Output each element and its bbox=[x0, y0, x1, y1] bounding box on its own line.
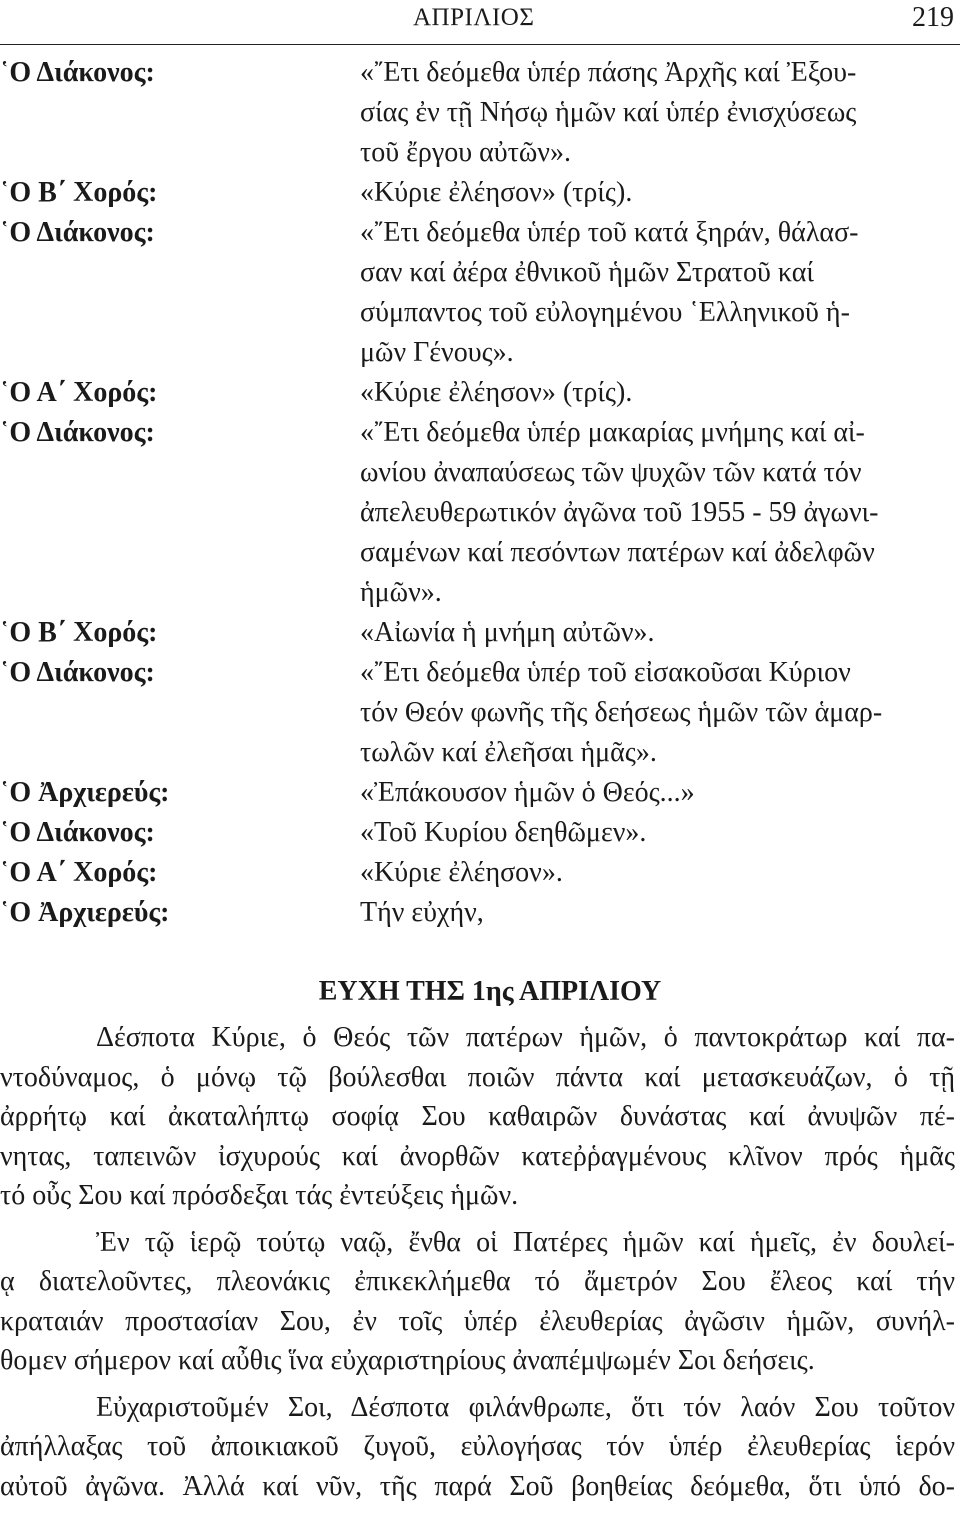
prayer-title: ΕΥΧΗ ΤΗΣ 1ης ΑΠΡΙΛΙΟΥ bbox=[318, 976, 662, 1007]
speaker-label: ῾Ο Β΄ Χορός: bbox=[0, 617, 158, 648]
text-line: «῎Ετι δεόμεθα ὑπέρ μακαρίας μνήμης καί αἰ- bbox=[360, 417, 865, 448]
liturgical-dialogue bbox=[0, 53, 960, 933]
dialogue-entry bbox=[0, 373, 960, 413]
text-line: «῎Ετι δεόμεθα ὑπέρ τοῦ εἰσακοῦσαι Κύριον bbox=[360, 657, 851, 688]
text-line: «Κύριε ἐλέησον». bbox=[360, 857, 563, 888]
text-line: «Ἐπάκουσον ἡμῶν ὁ Θεός...» bbox=[360, 777, 695, 808]
speaker-label: ῾Ο Ἀρχιερεύς: bbox=[0, 777, 170, 808]
page-number: 219 bbox=[912, 2, 954, 33]
dialogue-text bbox=[360, 853, 960, 893]
dialogue-text bbox=[360, 213, 960, 373]
dialogue-text bbox=[360, 893, 960, 933]
prayer-paragraph bbox=[0, 1388, 960, 1507]
dialogue-entry bbox=[0, 653, 960, 773]
dialogue-entry bbox=[0, 413, 960, 613]
dialogue-entry bbox=[0, 53, 960, 173]
text-line: τωλῶν καί ἐλεῆσαι ἡμᾶς». bbox=[360, 737, 657, 768]
dialogue-entry bbox=[0, 893, 960, 933]
text-line: σίας ἐν τῇ Νήσῳ ἡμῶν καί ὑπέρ ἐνισχύσεως bbox=[360, 97, 857, 128]
prayer-line: θομεν σήμερον καί αὖθις ἵνα εὐχαριστηρίους ἀναπέμψωμέν Σοι δεήσεις. bbox=[0, 1345, 815, 1376]
text-line: σαμένων καί πεσόντων πατέρων καί ἀδελφῶν bbox=[360, 537, 875, 568]
prayer-line: Ἐν τῷ ἱερῷ τούτῳ ναῷ, ἔνθα οἱ Πατέρες ἡμῶν καί ἡμεῖς, ἐν δουλεί- bbox=[96, 1226, 955, 1258]
speaker-label: ῾Ο Α΄ Χορός: bbox=[0, 377, 158, 408]
prayer-line: ἀρρήτῳ καί ἀκαταλήπτῳ σοφίᾳ Σου καθαιρῶν δυνάστας καί ἀνυψῶν πέ- bbox=[0, 1101, 955, 1132]
dialogue-text bbox=[360, 413, 960, 613]
dialogue-entry bbox=[0, 853, 960, 893]
text-line: «Τοῦ Κυρίου δεηθῶμεν». bbox=[360, 817, 647, 848]
speaker-label: ῾Ο Διάκονος: bbox=[0, 817, 155, 848]
dialogue-text bbox=[360, 773, 960, 813]
dialogue-text bbox=[360, 373, 960, 413]
prayer-paragraph bbox=[0, 1223, 960, 1381]
prayer-line: ἀπήλλαξας τοῦ ἀποικιακοῦ ζυγοῦ, εὐλογήσας τόν ὑπέρ ἐλευθερίας ἱερόν bbox=[0, 1431, 955, 1462]
text-line: τόν Θεόν φωνῆς τῆς δεήσεως ἡμῶν τῶν ἁμαρ- bbox=[360, 697, 883, 728]
text-line: ἡμῶν». bbox=[360, 577, 442, 608]
text-line: σύμπαντος τοῦ εὐλογημένου ῾Ελληνικοῦ ἡ- bbox=[360, 297, 850, 328]
speaker-label: ῾Ο Ἀρχιερεύς: bbox=[0, 897, 170, 928]
speaker-label: ῾Ο Α΄ Χορός: bbox=[0, 857, 158, 888]
prayer-line: αὐτοῦ ἀγῶνα. Ἀλλά καί νῦν, τῆς παρά Σοῦ βοηθείας δεόμεθα, ὅτι ὑπό δο- bbox=[0, 1470, 955, 1502]
text-line: «Κύριε ἐλέησον» (τρίς). bbox=[360, 177, 633, 208]
text-line: «῎Ετι δεόμεθα ὑπέρ τοῦ κατά ξηράν, θάλασ- bbox=[360, 217, 859, 248]
dialogue-entry bbox=[0, 773, 960, 813]
speaker-label: ῾Ο Διάκονος: bbox=[0, 417, 155, 448]
text-line: τοῦ ἔργου αὐτῶν». bbox=[360, 137, 571, 168]
dialogue-text bbox=[360, 653, 960, 773]
prayer-line: Εὐχαριστοῦμέν Σοι, Δέσποτα φιλάνθρωπε, ὅτι τόν λαόν Σου τοῦτον bbox=[96, 1391, 955, 1423]
speaker-label: ῾Ο Διάκονος: bbox=[0, 57, 155, 88]
running-head-month: ΑΠΡΙΛΙΟΣ bbox=[413, 4, 535, 31]
prayer-line: Δέσποτα Κύριε, ὁ Θεός τῶν πατέρων ἡμῶν, ὁ παντοκράτωρ καί πα- bbox=[96, 1022, 955, 1053]
text-line: «Αἰωνία ἡ μνήμη αὐτῶν». bbox=[360, 617, 655, 648]
prayer-line: ᾳ διατελοῦντες, πλεονάκις ἐπικεκλήμεθα τό ἄμετρόν Σου ἔλεος καί τήν bbox=[0, 1266, 955, 1297]
text-line: ἀπελευθερωτικόν ἀγῶνα τοῦ 1955 - 59 ἀγωνι- bbox=[360, 497, 879, 528]
prayer-line: ντοδύναμος, ὁ μόνῳ τῷ βούλεσθαι ποιῶν πάντα καί μετασκευάζων, ὁ τῇ bbox=[0, 1061, 955, 1093]
prayer-line: τό οὖς Σου καί πρόσδεξαι τάς ἐντεύξεις ἡμῶν. bbox=[0, 1180, 519, 1211]
dialogue-text bbox=[360, 173, 960, 213]
text-line: ωνίου ἀναπαύσεως τῶν ψυχῶν τῶν κατά τόν bbox=[360, 457, 862, 488]
dialogue-text bbox=[360, 613, 960, 653]
speaker-label: ῾Ο Διάκονος: bbox=[0, 217, 155, 248]
dialogue-entry bbox=[0, 173, 960, 213]
page-header bbox=[0, 0, 960, 45]
text-line: σαν καί ἀέρα ἐθνικοῦ ἡμῶν Στρατοῦ καί bbox=[360, 257, 814, 288]
prayer-section bbox=[0, 972, 960, 1513]
text-line: μῶν Γένους». bbox=[360, 337, 514, 368]
dialogue-text bbox=[360, 813, 960, 853]
dialogue-entry bbox=[0, 813, 960, 853]
speaker-label: ῾Ο Διάκονος: bbox=[0, 657, 155, 688]
prayer-line: νητας, ταπεινῶν ἰσχυρούς καί ἀνορθῶν κατεῤῥαγμένους κλῖνον πρός ἡμᾶς bbox=[0, 1140, 955, 1172]
dialogue-entry bbox=[0, 213, 960, 373]
prayer-line: κραταιάν προστασίαν Σου, ἐν τοῖς ὑπέρ ἐλευθερίας ἀγῶσιν ἡμῶν, συνήλ- bbox=[0, 1305, 955, 1337]
text-line: Τήν εὐχήν, bbox=[360, 897, 484, 928]
prayer-paragraph bbox=[0, 1018, 960, 1216]
text-line: «῎Ετι δεόμεθα ὑπέρ πάσης Ἀρχῆς καί Ἐξου- bbox=[360, 57, 857, 88]
dialogue-text bbox=[360, 53, 960, 173]
text-line: «Κύριε ἐλέησον» (τρίς). bbox=[360, 377, 633, 408]
dialogue-entry bbox=[0, 613, 960, 653]
speaker-label: ῾Ο Β΄ Χορός: bbox=[0, 177, 158, 208]
